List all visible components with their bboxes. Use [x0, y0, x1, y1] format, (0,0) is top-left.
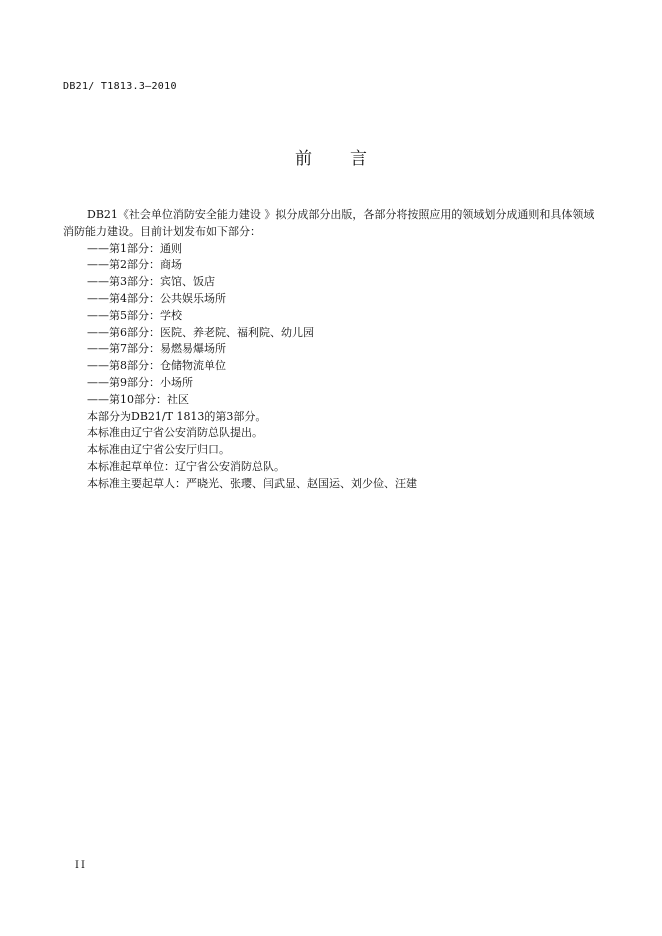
title-char-2: 言: [350, 149, 367, 169]
list-item: ——第10部分：社区: [87, 392, 189, 406]
page-number: II: [75, 860, 87, 871]
statements: [63, 409, 603, 493]
statement-part-number: 本部分为DB21/T 1813的第3部分。: [87, 409, 267, 423]
list-item: ——第4部分：公共娱乐场所: [87, 291, 226, 305]
page-title: [0, 148, 662, 170]
statement-proposer: 本标准由辽宁省公安消防总队提出。: [87, 426, 263, 440]
statement-jurisdiction: 本标准由辽宁省公安厅归口。: [87, 443, 230, 457]
list-item: ——第9部分：小场所: [87, 375, 193, 389]
statement-drafting-unit: 本标准起草单位：辽宁省公安消防总队。: [87, 459, 285, 473]
parts-list: [63, 241, 603, 409]
list-item: ——第3部分：宾馆、饭店: [87, 275, 215, 289]
statement-drafters: 本标准主要起草人：严晓光、张璎、闫武显、赵国运、刘少俭、汪建: [87, 476, 417, 490]
list-item: ——第8部分：仓储物流单位: [87, 359, 226, 373]
title-char-1: 前: [295, 149, 312, 169]
list-item: ——第5部分：学校: [87, 308, 182, 322]
intro-paragraph: DB21《社会单位消防安全能力建设 》拟分成部分出版，各部分将按照应用的领域划分成通则和具体领域消防能力建设。目前计划发布如下部分：: [63, 208, 595, 238]
list-item: ——第1部分：通则: [87, 241, 182, 255]
list-item: ——第6部分：医院、养老院、福利院、幼儿园: [87, 325, 314, 339]
list-item: ——第7部分：易燃易爆场所: [87, 342, 226, 356]
standard-code-header: DB21/ T1813.3—2010: [63, 81, 177, 92]
foreword-body: [63, 207, 603, 493]
list-item: ——第2部分：商场: [87, 258, 182, 272]
